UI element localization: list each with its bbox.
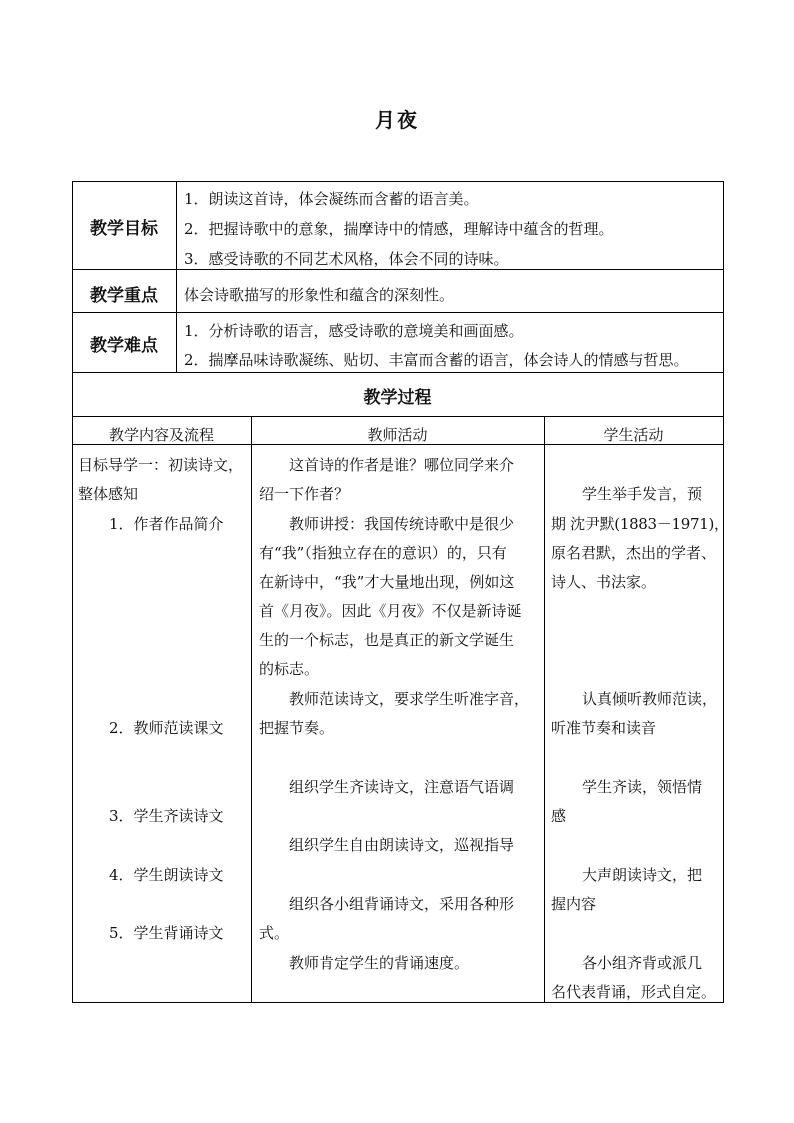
teacher-line-10: 把握节奏。	[259, 719, 335, 737]
section-title-line-2: 整体感知	[78, 485, 139, 503]
teacher-line-13: 组织各小组背诵诗文，采用各种形	[289, 895, 515, 913]
teacher-line-1: 这首诗的作者是谁？哪位同学来介	[289, 456, 515, 474]
teacher-line-15: 教师肯定学生的背诵速度。	[289, 954, 470, 972]
column-header-student: 学生活动	[603, 426, 664, 444]
student-line-3: 原名君默，杰出的学者、	[551, 544, 717, 562]
objective-item-3: 3．感受诗歌的不同艺术风格，体会不同的诗味。	[184, 250, 509, 268]
column-header-content: 教学内容及流程	[108, 426, 214, 444]
teacher-line-7: 生的一个标志，也是真正的新文学诞生	[259, 631, 515, 649]
section-title-line-1: 目标导学一：初读诗文，	[78, 456, 244, 474]
student-line-11: 各小组齐背或派几	[582, 954, 703, 972]
teacher-line-4: 有“我”（指独立存在的意识）的，只有	[259, 544, 507, 562]
process-label: 教学过程	[363, 388, 432, 408]
student-line-4: 诗人、书法家。	[551, 573, 657, 591]
student-line-2: 期 沈尹默(1883－1971)，	[551, 515, 729, 533]
step-4: 4．学生朗读诗文	[109, 866, 224, 884]
step-2: 2．教师范读课文	[109, 719, 224, 737]
teacher-line-6: 首《月夜》。因此《月夜》不仅是新诗诞	[259, 602, 522, 620]
student-line-10: 握内容	[551, 895, 597, 913]
column-header-teacher: 教师活动	[367, 426, 428, 444]
key-points-text: 体会诗歌描写的形象性和蕴含的深刻性。	[184, 286, 455, 304]
teacher-line-11: 组织学生齐读诗文，注意语气语调	[289, 778, 515, 796]
teacher-line-8: 的标志。	[259, 660, 320, 678]
student-line-9: 大声朗读诗文，把	[582, 866, 703, 884]
teacher-line-14: 式。	[259, 924, 290, 942]
step-3: 3．学生齐读诗文	[109, 807, 224, 825]
step-1: 1．作者作品简介	[109, 515, 224, 533]
difficulties-label: 教学难点	[90, 336, 158, 356]
teacher-line-3: 教师讲授：我国传统诗歌中是很少	[289, 515, 515, 533]
student-line-8: 感	[551, 807, 567, 825]
student-line-7: 学生齐读，领悟情	[582, 778, 703, 796]
objectives-label: 教学目标	[90, 219, 158, 239]
step-5: 5．学生背诵诗文	[109, 924, 224, 942]
objective-item-1: 1．朗读这首诗，体会凝练而含蓄的语言美。	[184, 190, 479, 208]
teacher-line-5: 在新诗中，“我”才大量地出现，例如这	[259, 573, 515, 591]
teacher-line-12: 组织学生自由朗读诗文，巡视指导	[289, 836, 515, 854]
student-line-5: 认真倾听教师范读，	[582, 690, 718, 708]
key-points-label: 教学重点	[90, 286, 158, 306]
student-line-12: 名代表背诵，形式自定。	[551, 983, 717, 1001]
teacher-line-2: 绍一下作者？	[259, 485, 350, 503]
document-title: 月夜	[375, 108, 419, 132]
student-line-1: 学生举手发言，预	[582, 485, 703, 503]
difficulty-item-2: 2．揣摩品味诗歌凝练、贴切、丰富而含蓄的语言，体会诗人的情感与哲思。	[184, 351, 689, 369]
difficulty-item-1: 1．分析诗歌的语言，感受诗歌的意境美和画面感。	[184, 322, 524, 340]
student-line-6: 听准节奏和读音	[551, 719, 657, 737]
objective-item-2: 2．把握诗歌中的意象，揣摩诗中的情感，理解诗中蕴含的哲理。	[184, 220, 614, 238]
teacher-line-9: 教师范读诗文，要求学生听准字音，	[289, 690, 530, 708]
